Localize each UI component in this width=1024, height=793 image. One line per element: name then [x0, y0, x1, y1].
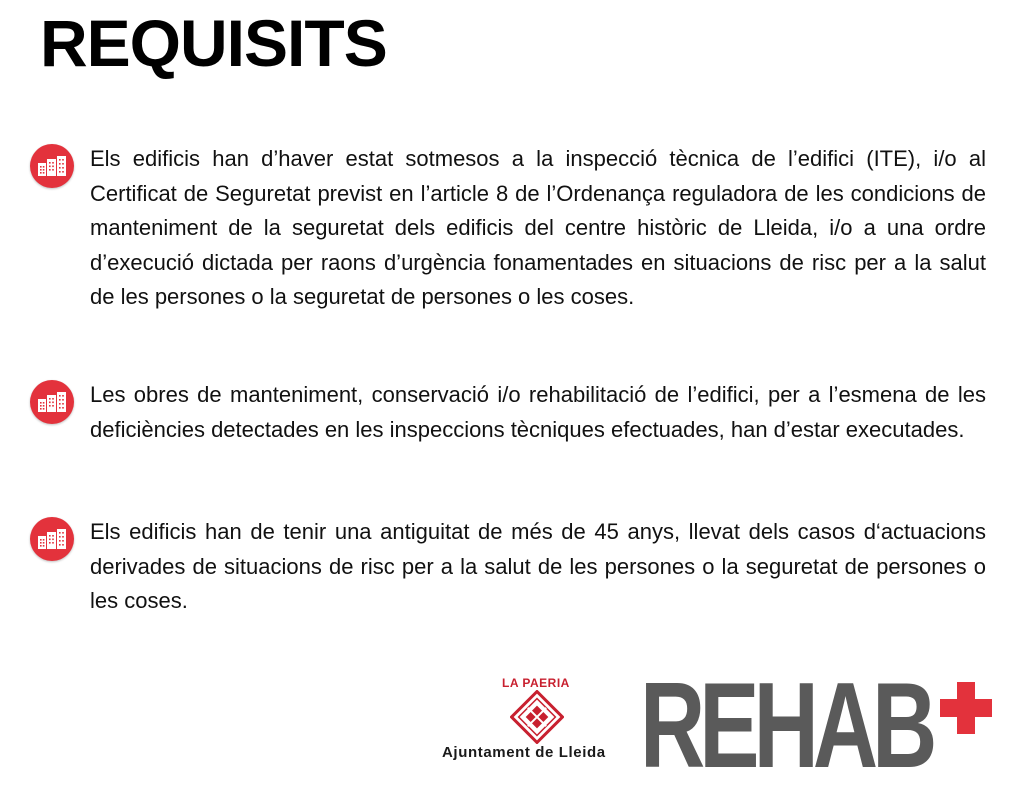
lleida-seal-icon: [510, 690, 564, 744]
rehab-logo: [640, 657, 1024, 793]
paeria-logo-bottom-text: Ajuntament de Lleida: [442, 744, 606, 761]
rehab-logo-text: REHAB: [640, 657, 932, 793]
requirement-text: Els edificis han de tenir una antiguitat de més de 45 anys, llevat dels casos d‘actuacions derivades de situacions de risc per a la salut de les persones o la seguretat de persones o les coses.: [90, 519, 986, 613]
building-icon: [30, 144, 74, 188]
plus-icon: [936, 678, 996, 738]
requirement-text: Les obres de manteniment, conservació i/o rehabilitació de l’edifici, per a l’esmena de les deficiències detectades en les inspeccions tècniques efectuades, han d’estar executades.: [90, 382, 986, 442]
building-icon: [30, 380, 74, 424]
page-title: REQUISITS: [40, 6, 387, 80]
paeria-logo: [430, 672, 645, 768]
paeria-logo-top-text: LA PAERIA: [502, 676, 570, 690]
requirement-text: Els edificis han d’haver estat sotmesos a la inspecció tècnica de l’edifici (ITE), i/o al Certificat de Seguretat previst en l’article 8 de l’Ordenança reguladora de les condicions de manteniment de la seguretat dels edificis del centre històric de Lleida, i/o a una ordre d’execució dictada per raons d’urgència fonamentades en situacions de risc per a la salut de les persones o la seguretat de persones o les coses.: [90, 146, 986, 309]
building-icon: [30, 517, 74, 561]
